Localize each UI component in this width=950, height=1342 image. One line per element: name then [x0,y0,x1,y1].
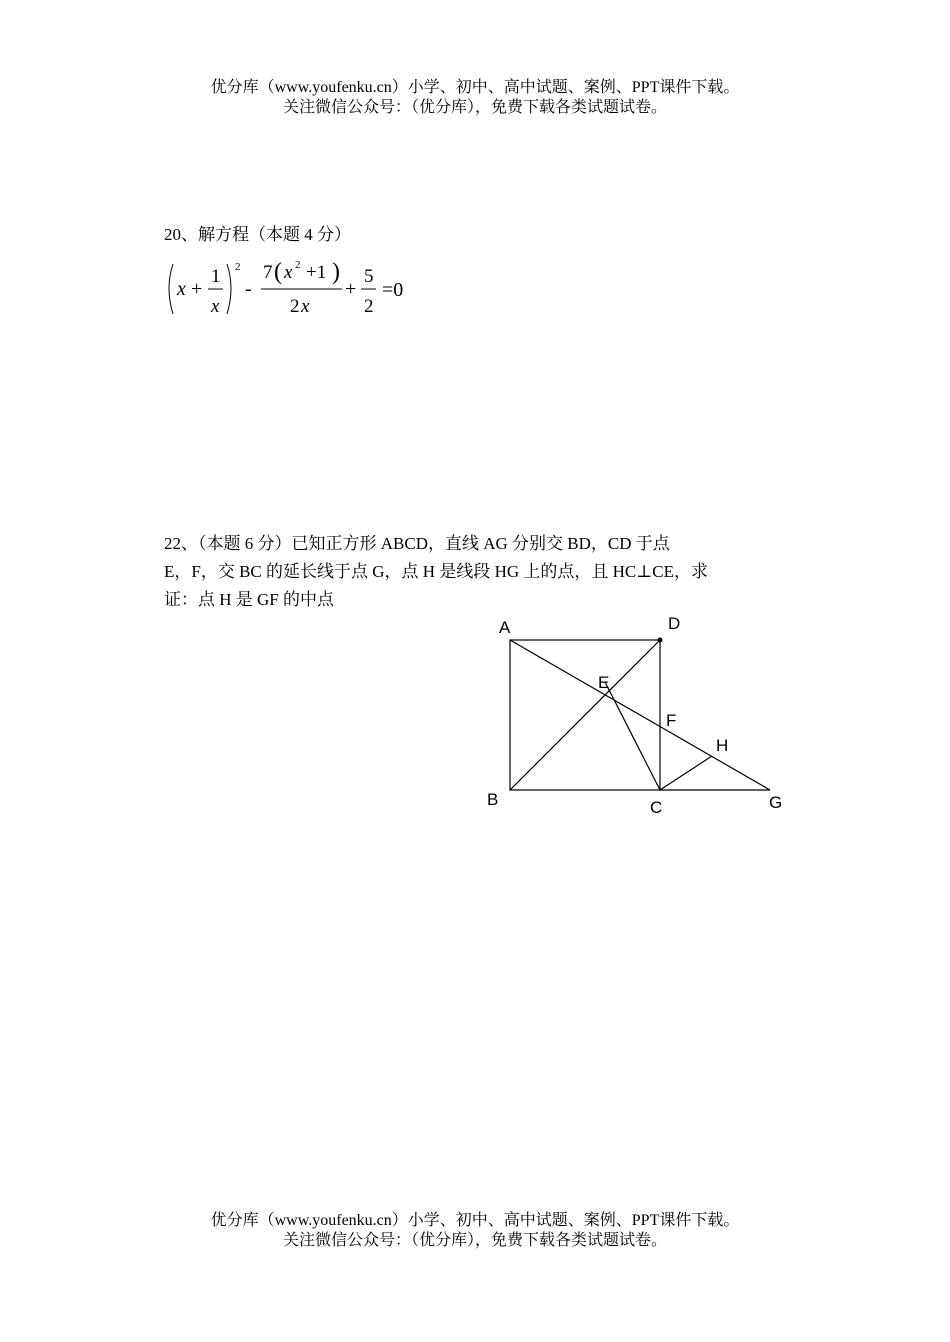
label-d: D [668,614,681,633]
question-20-equation [164,252,424,324]
equation-equals-zero: =0 [382,279,404,301]
equation-right-bracket [227,264,231,314]
question-22-text [164,530,786,614]
line-ag [510,640,770,790]
equation-lparen: ( [274,259,282,285]
label-g: G [769,793,783,812]
geometry-figure [480,610,790,820]
header-line-1: 优分库（www.youfenku.cn）小学、初中、高中试题、案例、PPT课件下载。 [210,79,740,96]
label-a: A [499,618,511,637]
geometry-svg [480,610,790,820]
label-f: F [666,711,677,730]
diagonal-bd [510,640,660,790]
equation-exp-2: 2 [235,261,241,273]
question-22-line-2: E，F，交 BC 的延长线于点 G，点 H 是线段 HG 上的点，且 HC⊥CE，求 [164,562,708,581]
equation-num-7: 7 [263,262,273,283]
page-header [0,78,950,118]
equation-svg [164,252,424,324]
point-d-dot [658,638,663,643]
header-line-2: 关注微信公众号：（优分库），免费下载各类试题试卷。 [282,99,667,116]
label-c: C [650,798,663,817]
label-e: E [598,673,610,692]
question-20-title: 20、解方程（本题 4 分） [164,225,351,244]
equation-plus: + [191,278,203,300]
equation-one: 1 [211,266,221,287]
equation-x: x [177,278,186,300]
question-22-line-3: 证：点 H 是 GF 的中点 [164,590,335,609]
equation-den-2: 2 [290,296,300,317]
equation-xsq-x: x [284,262,293,283]
equation-den-x: x [211,296,220,317]
page-footer [0,1211,950,1251]
equation-left-bracket [169,264,173,314]
label-h: H [716,736,729,755]
equation-minus: - [245,278,252,300]
question-22-line-1: 22、（本题 6 分）已知正方形 ABCD，直线 AG 分别交 BD，CD 于点 [164,534,670,553]
equation-xsq-2: 2 [295,259,301,271]
label-b: B [487,790,499,809]
equation-plus-1: +1 [306,262,327,283]
footer-line-2: 关注微信公众号：（优分库），免费下载各类试题试卷。 [282,1232,667,1249]
equation-five: 5 [364,266,374,287]
footer-line-1: 优分库（www.youfenku.cn）小学、初中、高中试题、案例、PPT课件下载。 [210,1212,740,1229]
equation-den-x2: x [301,296,310,317]
segment-ce [605,682,660,790]
equation-two: 2 [364,296,374,317]
segment-ch [660,756,712,790]
equation-plus-2: + [345,278,357,300]
equation-rparen: ) [332,259,340,285]
